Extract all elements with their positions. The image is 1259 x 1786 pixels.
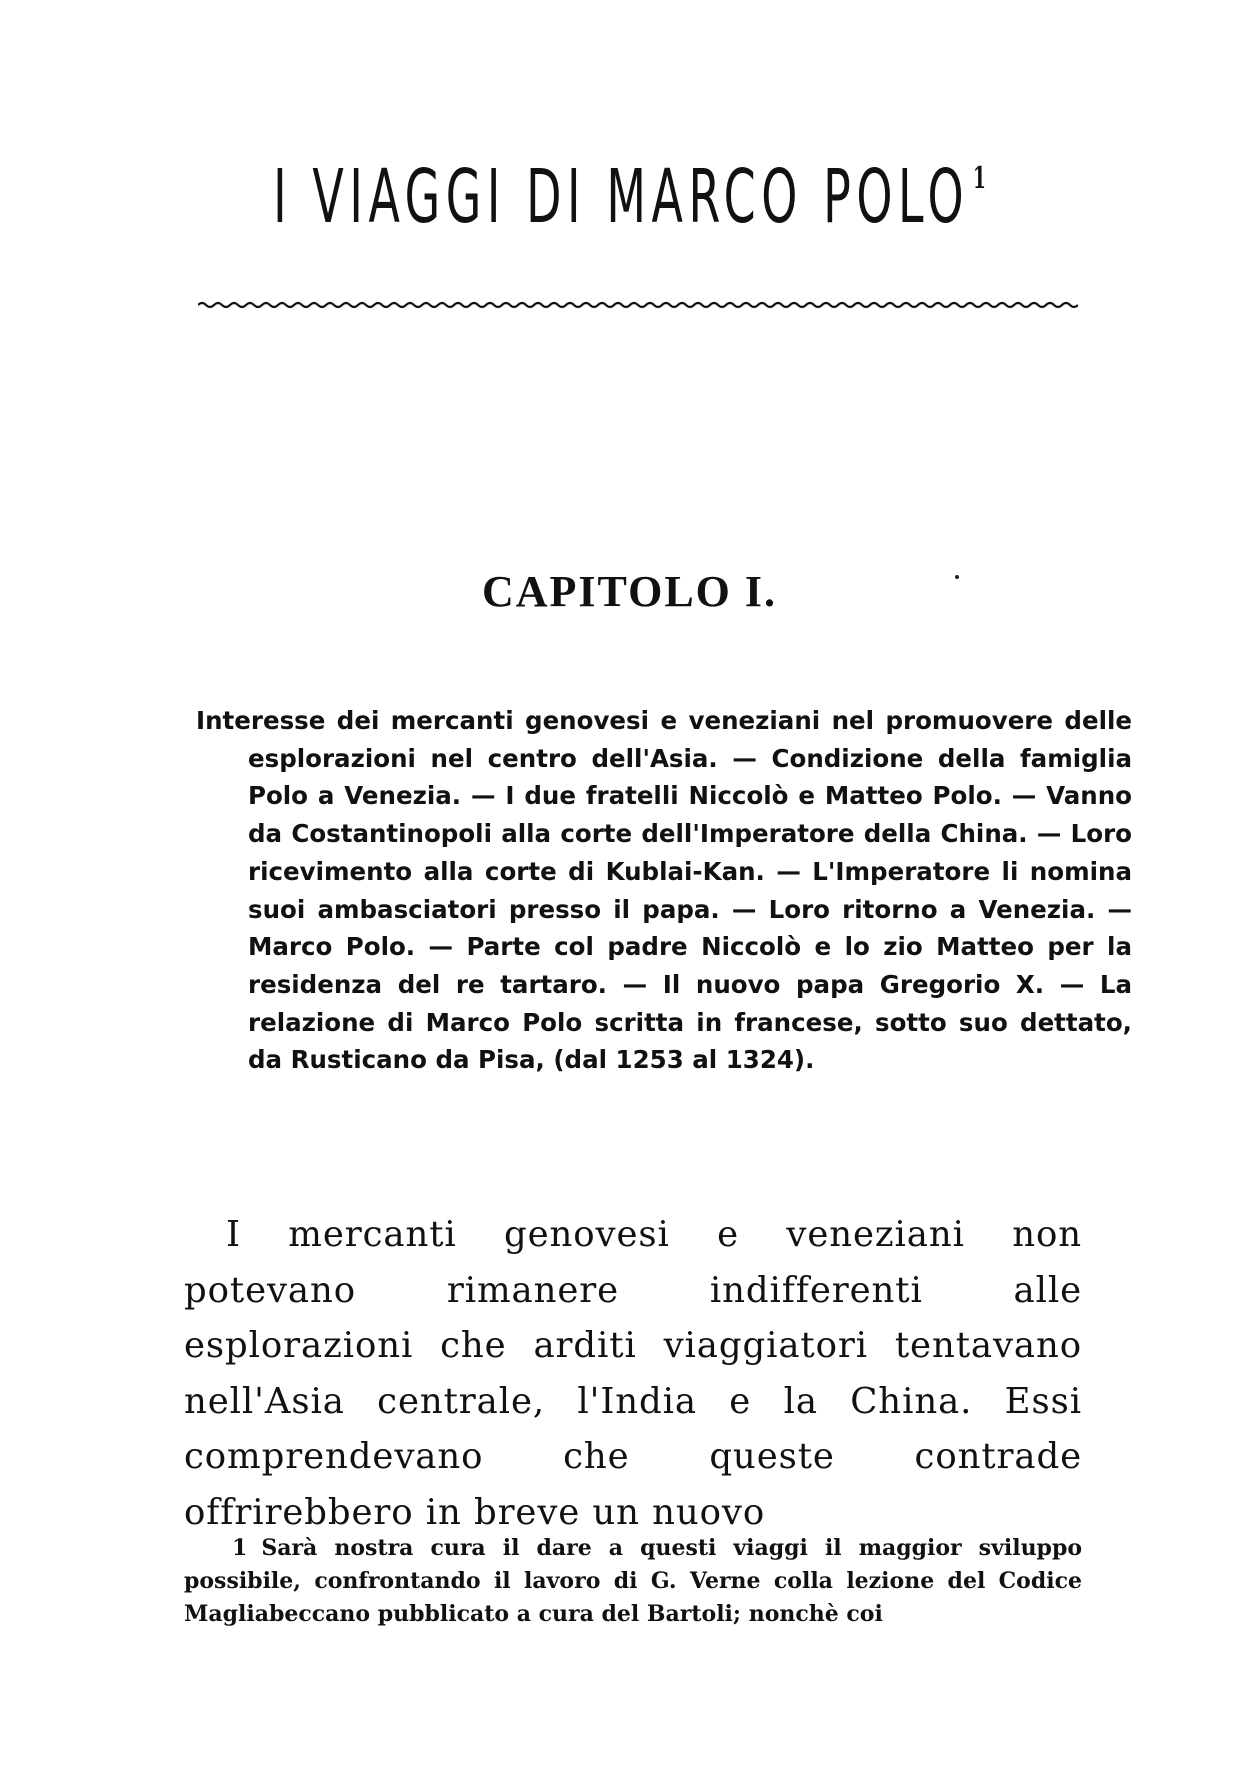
title-footnote-ref: 1 [972,161,986,196]
chapter-heading: CAPITOLO I. [481,567,778,616]
chapter-summary: Interesse dei mercanti genovesi e veneziani nel promuovere delle esplorazioni nel centro dell'Asia. — Condizione della famiglia Polo a Venezia. — I due fratelli Niccolò e Matteo Polo. — Vanno da Costantinopoli alla corte dell'Imperatore della China. — Loro ricevimento alla corte di Kublai-Kan. — L'Imperatore li nomina suoi ambasciatori presso il papa. — Loro ritorno a Venezia. — Marco Polo. — Parte col padre Niccolò e lo zio Matteo per la residenza del re tartaro. — Il nuovo papa Gregorio X. — La relazione di Marco Polo scritta in francese, sotto suo dettato, da Rusticano da Pisa, (dal 1253 al 1324). [196,706,1132,1075]
book-title-text: I VIAGGI DI MARCO POLO [273,154,970,240]
body-paragraph: I mercanti genovesi e veneziani non potevano rimanere indifferenti alle esplorazioni che arditi viaggiatori tentavano nell'Asia centrale, l'India e la China. Essi comprendevano che queste contrade offrirebbero in breve un nuovo [184,1214,1082,1533]
ink-speck [955,575,959,579]
footnote [184,1532,1082,1631]
decorative-wavy-rule [198,300,1078,310]
footnote-marker: 1 [232,1535,248,1561]
book-title [239,154,1020,240]
footnote-text: Sarà nostra cura il dare a questi viaggi il maggior sviluppo possibile, confrontando il lavoro di G. Verne colla lezione del Codice Magliabeccano pubblicato a cura del Bartoli; nonchè coi [184,1535,1082,1627]
